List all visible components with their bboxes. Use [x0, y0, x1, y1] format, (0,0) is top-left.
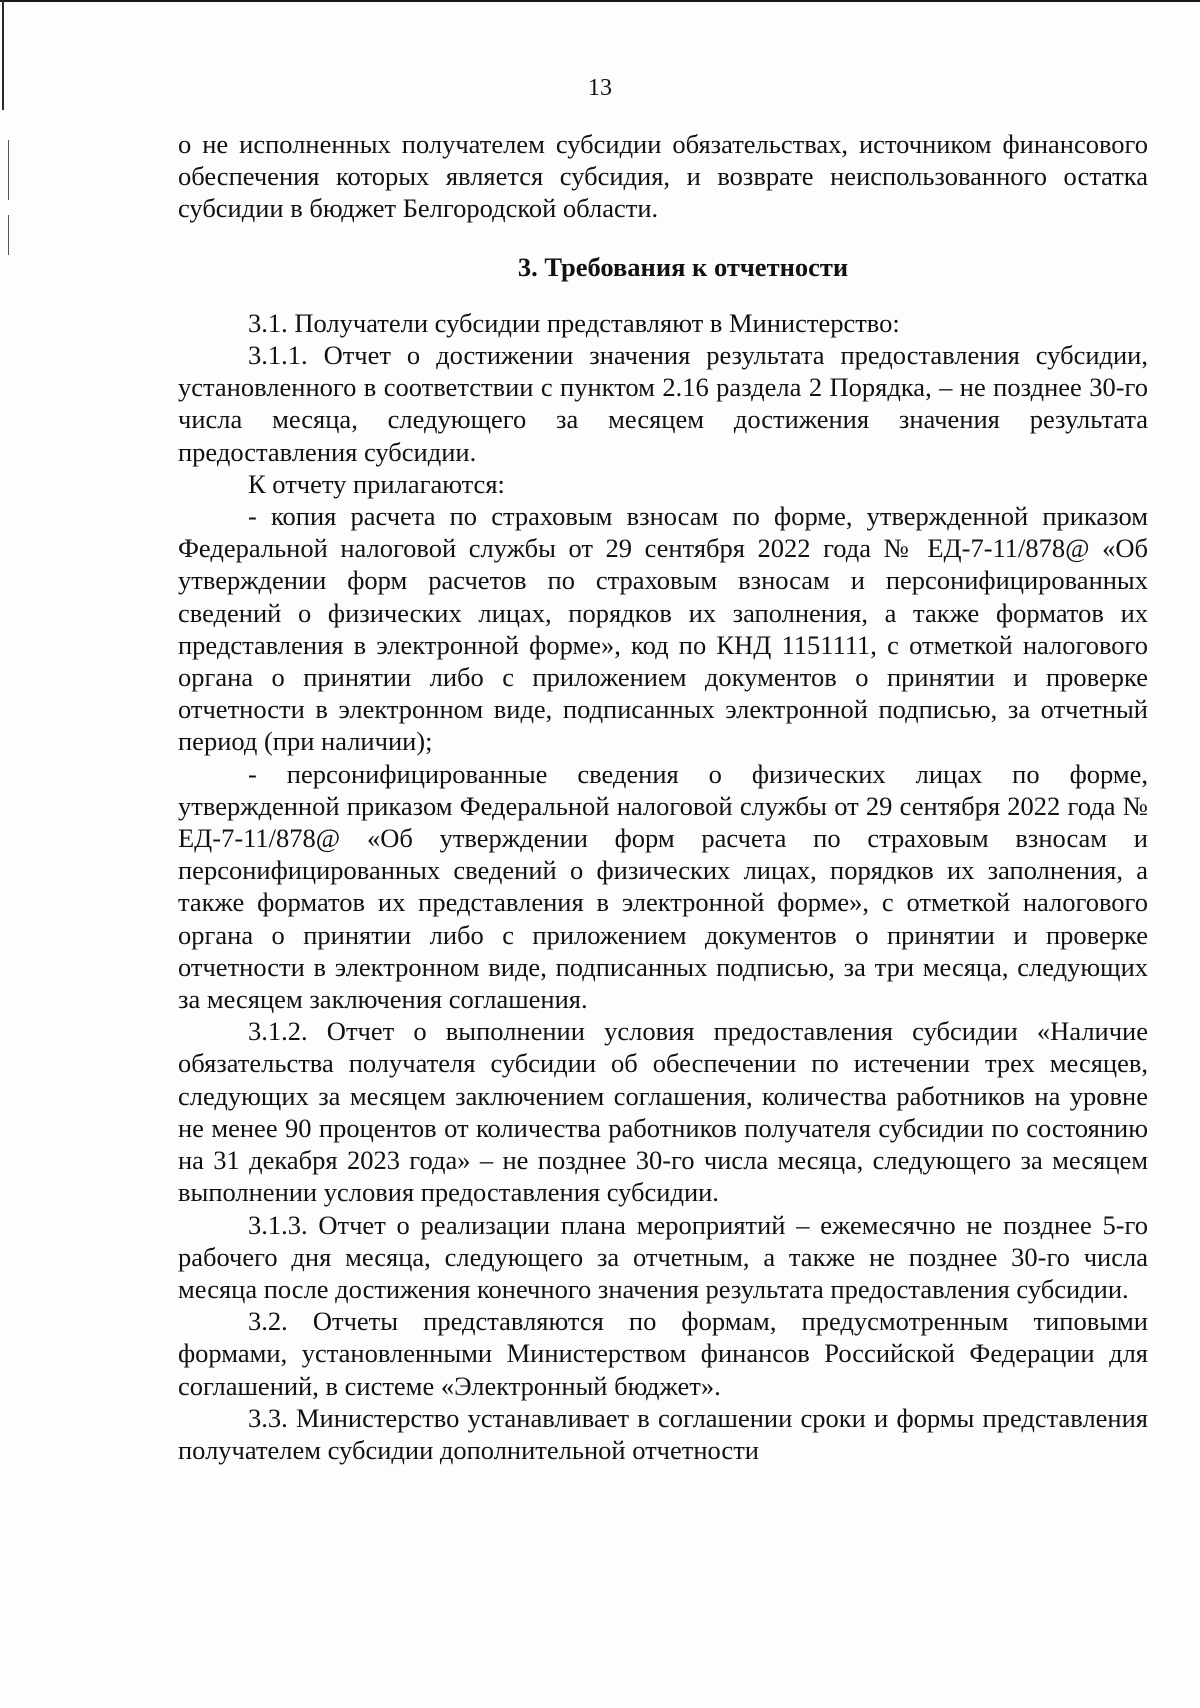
- paragraph-attachment-1: - копия расчета по страховым взносам по форме, утвержденной приказом Федеральной налоговой службы от 29 сентября 2022 года № ЕД-7-11/878@ «Об утверждении форм расчетов по страховым взносам и персонифицированных сведений о физических лицах, порядков их заполнения, а также форматов их представления в электронной форме», код по КНД 1151111, с отметкой налогового органа о принятии либо с приложением документов о принятии и проверке отчетности в электронном виде, подписанных электронной подписью, за отчетный период (при наличии);: [178, 501, 1148, 757]
- scan-margin-mark: [8, 140, 9, 200]
- paragraph-3-1-1: 3.1.1. Отчет о достижении значения результата предоставления субсидии, установленного в соответствии с пунктом 2.16 раздела 2 Порядка, – не позднее 30-го числа месяца, следующего за месяцем достижения значения результата предоставления субсидии.: [178, 340, 1148, 467]
- paragraph-attachments-intro: К отчету прилагаются:: [248, 468, 505, 499]
- paragraph-3-2: 3.2. Отчеты представляются по формам, предусмотренным типовыми формами, установленными Министерством финансов Российской Федерации для соглашений, в системе «Электронный бюджет».: [178, 1306, 1148, 1401]
- paragraph-3-1: 3.1. Получатели субсидии представляют в Министерство:: [248, 307, 900, 338]
- scan-top-edge: [0, 0, 1200, 6]
- paragraph-continuation: о не исполненных получателем субсидии обязательствах, источником финансового обеспечения которых является субсидия, и возврате неиспользованного остатка субсидии в бюджет Белгородской области.: [178, 129, 1148, 224]
- document-body: [178, 128, 1148, 1466]
- paragraph-3-3: 3.3. Министерство устанавливает в соглашении сроки и формы представления получателем субсидии дополнительной отчетности: [178, 1402, 1148, 1465]
- paragraph-3-1-2: 3.1.2. Отчет о выполнении условия предоставления субсидии «Наличие обязательства получателя субсидии об обеспечении по истечении трех месяцев, следующих за месяцем заключением соглашения, количества работников на уровне не менее 90 процентов от количества работников получателя субсидии по состоянию на 31 декабря 2023 года» – не позднее 30-го числа месяца, следующего за месяцем выполнении условия предоставления субсидии.: [178, 1016, 1148, 1208]
- paragraph-attachment-2: - персонифицированные сведения о физических лицах по форме, утвержденной приказом Федеральной налоговой службы от 29 сентября 2022 года № ЕД-7-11/878@ «Об утверждении форм расчета по страховым взносам и персонифицированных сведений о физических лицах, порядков их заполнения, а также форматов их представления в электронной форме», с отметкой налогового органа о принятии либо с приложением документов о принятии и проверке отчетности в электронном виде, подписанных подписью, за три месяца, следующих за месяцем заключения соглашения.: [178, 758, 1148, 1015]
- section-heading: 3. Требования к отчетности: [517, 251, 849, 282]
- scan-margin-mark: [8, 215, 9, 255]
- page-number: 13: [588, 75, 612, 101]
- paragraph-3-1-3: 3.1.3. Отчет о реализации плана мероприятий – ежемесячно не позднее 5-го рабочего дня месяца, следующего за отчетным, а также не позднее 30-го числа месяца после достижения конечного значения результата предоставления субсидии.: [178, 1209, 1148, 1304]
